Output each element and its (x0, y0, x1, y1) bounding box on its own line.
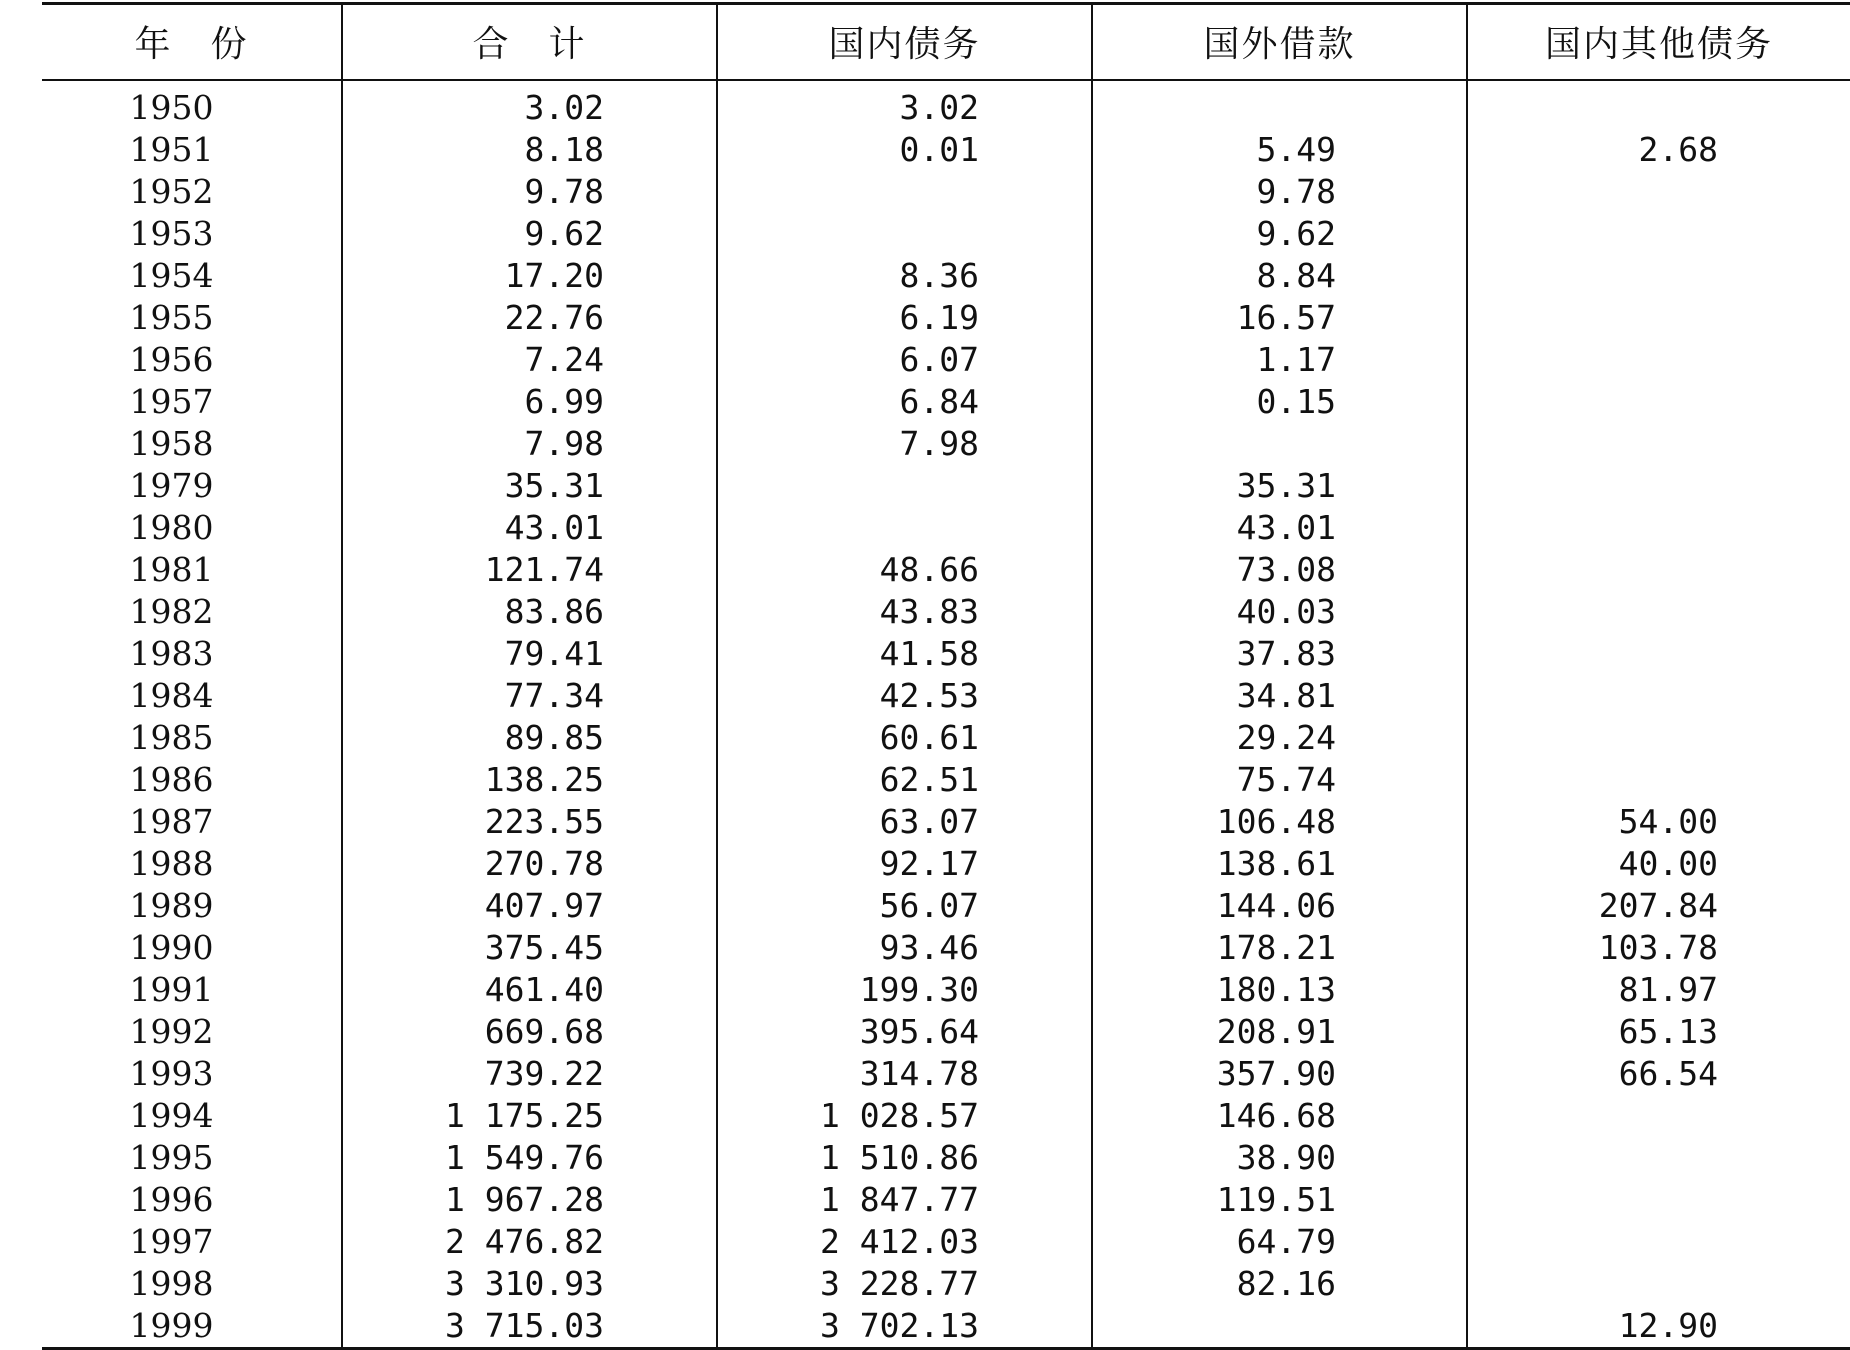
cell-foreign-loans: 144.06 (1092, 885, 1467, 927)
cell-year: 1994 (129, 1095, 214, 1135)
cell-domestic-debt: 6.19 (717, 297, 1092, 339)
table-row (42, 129, 1850, 171)
cell-domestic-debt: 93.46 (717, 927, 1092, 969)
table-row (42, 969, 1850, 1011)
table-row (42, 171, 1850, 213)
cell-total: 9.78 (342, 171, 717, 213)
cell-total: 407.97 (342, 885, 717, 927)
cell-domestic-debt: 92.17 (717, 843, 1092, 885)
table-row (42, 1095, 1850, 1137)
cell-total: 83.86 (342, 591, 717, 633)
cell-total: 79.41 (342, 633, 717, 675)
cell-foreign-loans: 37.83 (1092, 633, 1467, 675)
cell-total: 35.31 (342, 465, 717, 507)
cell-foreign-loans (1092, 80, 1467, 129)
table-row (42, 339, 1850, 381)
cell-other-domestic-debt: 65.13 (1467, 1011, 1850, 1053)
table-row (42, 1053, 1850, 1095)
table-row (42, 1179, 1850, 1221)
cell-other-domestic-debt (1467, 717, 1850, 759)
cell-year: 1991 (129, 969, 214, 1009)
cell-foreign-loans: 1.17 (1092, 339, 1467, 381)
cell-foreign-loans: 9.78 (1092, 171, 1467, 213)
cell-other-domestic-debt: 2.68 (1467, 129, 1850, 171)
cell-foreign-loans: 138.61 (1092, 843, 1467, 885)
cell-total: 9.62 (342, 213, 717, 255)
cell-foreign-loans: 29.24 (1092, 717, 1467, 759)
cell-domestic-debt: 41.58 (717, 633, 1092, 675)
cell-other-domestic-debt: 207.84 (1467, 885, 1850, 927)
cell-total: 121.74 (342, 549, 717, 591)
cell-domestic-debt: 60.61 (717, 717, 1092, 759)
cell-domestic-debt: 3 228.77 (717, 1263, 1092, 1305)
cell-total: 739.22 (342, 1053, 717, 1095)
cell-total: 8.18 (342, 129, 717, 171)
cell-year: 1993 (129, 1053, 214, 1093)
cell-domestic-debt: 199.30 (717, 969, 1092, 1011)
cell-year: 1989 (129, 885, 214, 925)
cell-foreign-loans: 208.91 (1092, 1011, 1467, 1053)
cell-year: 1955 (129, 297, 214, 337)
cell-domestic-debt (717, 171, 1092, 213)
table-row (42, 1263, 1850, 1305)
table-row (42, 801, 1850, 843)
cell-other-domestic-debt (1467, 759, 1850, 801)
cell-other-domestic-debt (1467, 423, 1850, 465)
cell-foreign-loans: 178.21 (1092, 927, 1467, 969)
cell-total: 669.68 (342, 1011, 717, 1053)
cell-other-domestic-debt: 12.90 (1467, 1305, 1850, 1349)
cell-year: 1995 (129, 1137, 214, 1177)
cell-domestic-debt: 48.66 (717, 549, 1092, 591)
cell-other-domestic-debt (1467, 591, 1850, 633)
cell-other-domestic-debt (1467, 381, 1850, 423)
cell-year: 1985 (129, 717, 214, 757)
cell-foreign-loans: 40.03 (1092, 591, 1467, 633)
cell-total: 223.55 (342, 801, 717, 843)
cell-foreign-loans (1092, 423, 1467, 465)
cell-other-domestic-debt (1467, 297, 1850, 339)
table-row (42, 297, 1850, 339)
cell-foreign-loans (1092, 1305, 1467, 1349)
cell-foreign-loans: 16.57 (1092, 297, 1467, 339)
cell-foreign-loans: 64.79 (1092, 1221, 1467, 1263)
table-row (42, 885, 1850, 927)
cell-total: 3.02 (342, 80, 717, 129)
cell-domestic-debt: 314.78 (717, 1053, 1092, 1095)
cell-domestic-debt: 8.36 (717, 255, 1092, 297)
cell-year: 1990 (129, 927, 214, 967)
cell-year: 1992 (129, 1011, 214, 1051)
table-row (42, 507, 1850, 549)
cell-domestic-debt: 6.84 (717, 381, 1092, 423)
cell-domestic-debt: 43.83 (717, 591, 1092, 633)
cell-total: 1 549.76 (342, 1137, 717, 1179)
cell-year: 1981 (129, 549, 214, 589)
cell-year: 1987 (129, 801, 214, 841)
cell-total: 43.01 (342, 507, 717, 549)
table-row (42, 1011, 1850, 1053)
table-row (42, 213, 1850, 255)
cell-total: 22.76 (342, 297, 717, 339)
cell-other-domestic-debt (1467, 465, 1850, 507)
cell-domestic-debt (717, 213, 1092, 255)
cell-year: 1980 (129, 507, 214, 547)
cell-total: 7.98 (342, 423, 717, 465)
table-row (42, 1305, 1850, 1349)
cell-domestic-debt (717, 465, 1092, 507)
table-row (42, 423, 1850, 465)
cell-foreign-loans: 73.08 (1092, 549, 1467, 591)
cell-foreign-loans: 0.15 (1092, 381, 1467, 423)
cell-year: 1950 (129, 87, 214, 127)
cell-other-domestic-debt: 54.00 (1467, 801, 1850, 843)
cell-other-domestic-debt (1467, 1179, 1850, 1221)
cell-other-domestic-debt: 103.78 (1467, 927, 1850, 969)
table-row (42, 1221, 1850, 1263)
cell-year: 1983 (129, 633, 214, 673)
table-row (42, 675, 1850, 717)
cell-foreign-loans: 180.13 (1092, 969, 1467, 1011)
cell-year: 1998 (129, 1263, 214, 1303)
cell-other-domestic-debt: 66.54 (1467, 1053, 1850, 1095)
cell-foreign-loans: 75.74 (1092, 759, 1467, 801)
cell-year: 1957 (129, 381, 214, 421)
debt-table-container (42, 2, 1850, 1350)
cell-total: 2 476.82 (342, 1221, 717, 1263)
cell-foreign-loans: 8.84 (1092, 255, 1467, 297)
cell-foreign-loans: 119.51 (1092, 1179, 1467, 1221)
cell-foreign-loans: 82.16 (1092, 1263, 1467, 1305)
header-year: 年 份 (134, 24, 249, 66)
cell-domestic-debt: 42.53 (717, 675, 1092, 717)
cell-other-domestic-debt (1467, 80, 1850, 129)
header-other-domestic-debt: 国内其他债务 (1467, 4, 1850, 80)
cell-year: 1986 (129, 759, 214, 799)
cell-domestic-debt: 0.01 (717, 129, 1092, 171)
table-row (42, 591, 1850, 633)
cell-foreign-loans: 9.62 (1092, 213, 1467, 255)
cell-domestic-debt (717, 507, 1092, 549)
cell-domestic-debt: 2 412.03 (717, 1221, 1092, 1263)
cell-other-domestic-debt (1467, 507, 1850, 549)
cell-year: 1997 (129, 1221, 214, 1261)
cell-total: 1 967.28 (342, 1179, 717, 1221)
cell-year: 1951 (129, 129, 214, 169)
table-row (42, 633, 1850, 675)
cell-year: 1953 (129, 213, 214, 253)
cell-year: 1958 (129, 423, 214, 463)
cell-domestic-debt: 56.07 (717, 885, 1092, 927)
cell-foreign-loans: 34.81 (1092, 675, 1467, 717)
header-foreign-loans: 国外借款 (1092, 4, 1467, 80)
cell-total: 6.99 (342, 381, 717, 423)
cell-other-domestic-debt (1467, 675, 1850, 717)
cell-other-domestic-debt (1467, 1263, 1850, 1305)
cell-foreign-loans: 5.49 (1092, 129, 1467, 171)
cell-domestic-debt: 3.02 (717, 80, 1092, 129)
cell-other-domestic-debt (1467, 1137, 1850, 1179)
cell-year: 1954 (129, 255, 214, 295)
cell-other-domestic-debt (1467, 633, 1850, 675)
cell-year: 1982 (129, 591, 214, 631)
cell-total: 17.20 (342, 255, 717, 297)
cell-foreign-loans: 43.01 (1092, 507, 1467, 549)
cell-total: 3 310.93 (342, 1263, 717, 1305)
cell-domestic-debt: 1 510.86 (717, 1137, 1092, 1179)
header-domestic-debt: 国内债务 (717, 4, 1092, 80)
cell-total: 375.45 (342, 927, 717, 969)
cell-domestic-debt: 63.07 (717, 801, 1092, 843)
cell-other-domestic-debt (1467, 1221, 1850, 1263)
cell-domestic-debt: 3 702.13 (717, 1305, 1092, 1349)
cell-other-domestic-debt (1467, 1095, 1850, 1137)
cell-other-domestic-debt (1467, 549, 1850, 591)
header-row (42, 4, 1850, 80)
cell-year: 1956 (129, 339, 214, 379)
table-row (42, 549, 1850, 591)
cell-domestic-debt: 1 028.57 (717, 1095, 1092, 1137)
cell-total: 1 175.25 (342, 1095, 717, 1137)
cell-foreign-loans: 35.31 (1092, 465, 1467, 507)
cell-domestic-debt: 6.07 (717, 339, 1092, 381)
table-row (42, 381, 1850, 423)
cell-total: 89.85 (342, 717, 717, 759)
table-row (42, 717, 1850, 759)
cell-domestic-debt: 7.98 (717, 423, 1092, 465)
cell-other-domestic-debt: 81.97 (1467, 969, 1850, 1011)
cell-year: 1952 (129, 171, 214, 211)
cell-year: 1999 (129, 1305, 214, 1345)
cell-total: 270.78 (342, 843, 717, 885)
table-body (42, 80, 1850, 1349)
debt-table (42, 2, 1850, 1350)
cell-total: 138.25 (342, 759, 717, 801)
table-row (42, 759, 1850, 801)
cell-foreign-loans: 38.90 (1092, 1137, 1467, 1179)
cell-foreign-loans: 146.68 (1092, 1095, 1467, 1137)
cell-total: 461.40 (342, 969, 717, 1011)
cell-year: 1979 (129, 465, 214, 505)
table-row (42, 255, 1850, 297)
cell-foreign-loans: 357.90 (1092, 1053, 1467, 1095)
table-row (42, 927, 1850, 969)
cell-other-domestic-debt: 40.00 (1467, 843, 1850, 885)
cell-other-domestic-debt (1467, 255, 1850, 297)
table-row (42, 1137, 1850, 1179)
table-row (42, 465, 1850, 507)
cell-other-domestic-debt (1467, 171, 1850, 213)
table-row (42, 843, 1850, 885)
cell-domestic-debt: 395.64 (717, 1011, 1092, 1053)
cell-domestic-debt: 1 847.77 (717, 1179, 1092, 1221)
cell-year: 1984 (129, 675, 214, 715)
cell-domestic-debt: 62.51 (717, 759, 1092, 801)
table-row (42, 80, 1850, 129)
cell-total: 3 715.03 (342, 1305, 717, 1349)
cell-other-domestic-debt (1467, 339, 1850, 381)
header-total: 合 计 (342, 4, 717, 80)
cell-year: 1988 (129, 843, 214, 883)
cell-other-domestic-debt (1467, 213, 1850, 255)
cell-total: 7.24 (342, 339, 717, 381)
cell-foreign-loans: 106.48 (1092, 801, 1467, 843)
table-header (42, 4, 1850, 80)
cell-year: 1996 (129, 1179, 214, 1219)
cell-total: 77.34 (342, 675, 717, 717)
